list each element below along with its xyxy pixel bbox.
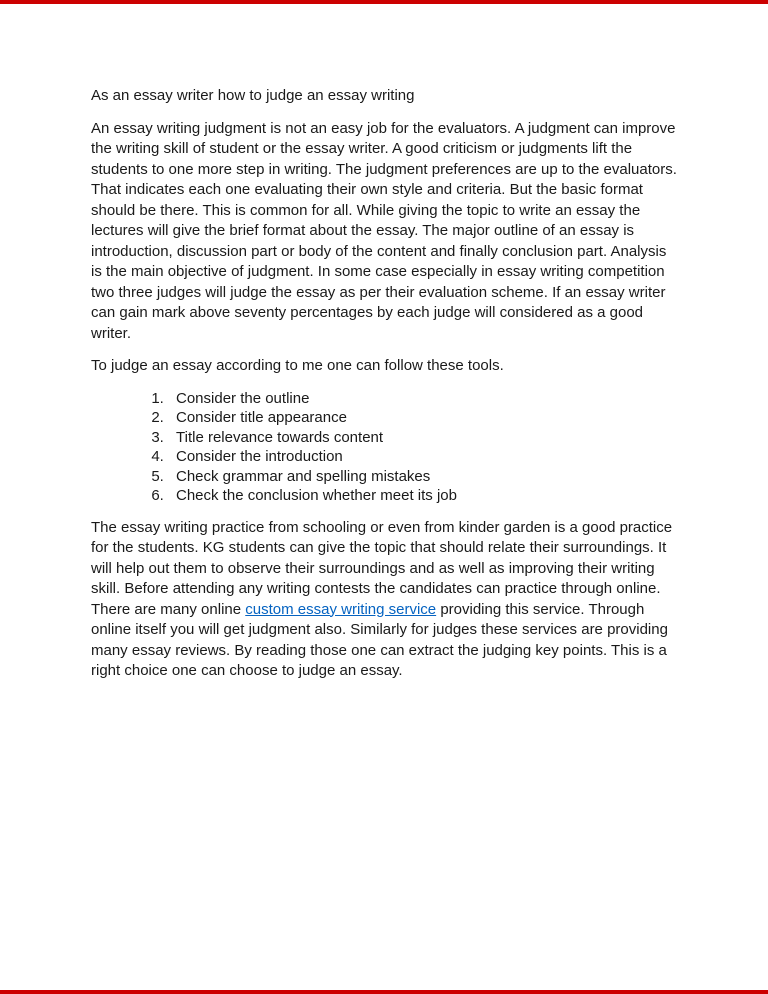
list-item: 5. Check grammar and spelling mistakes	[168, 467, 677, 487]
list-item: 6. Check the conclusion whether meet its job	[168, 486, 677, 506]
list-item: 3. Title relevance towards content	[168, 428, 677, 448]
intro-paragraph: An essay writing judgment is not an easy job for the evaluators. A judgment can improve the writing skill of student or the essay writer. A good criticism or judgments lift the students to one more step in writing. The judgment preferences are up to the evaluators. That indicates each one evaluating their own style and criteria. But the basic format should be there. This is common for all. While giving the topic to write an essay the lectures will give the brief format about the essay. The major outline of an essay is introduction, discussion part or body of the content and finally conclusion part. Analysis is the main objective of judgment. In some case especially in essay writing competition two three judges will judge the essay as per their evaluation scheme. If an essay writer can gain mark above seventy percentages by each judge will considered as a good writer.	[91, 119, 677, 342]
closing-paragraph	[91, 518, 677, 682]
list-item: 4. Consider the introduction	[168, 447, 677, 467]
document-title: As an essay writer how to judge an essay writing	[91, 87, 415, 104]
closing-text-before-link: The essay writing practice from schooling or even from kinder garden is a good practice for the students. KG students can give the topic that should relate their surroundings. It will help out them to observe their surroundings and as well as improving their writing skill. Before attending any writing contests the candidates can practice through online. There are many online	[91, 518, 673, 618]
bottom-border	[0, 990, 768, 994]
top-border	[0, 0, 768, 4]
tools-list	[91, 389, 677, 506]
tools-intro: To judge an essay according to me one can follow these tools.	[91, 357, 504, 374]
closing-text-after-link: providing this service. Through online itself you will get judgment also. Similarly for judges these services are providing many essay reviews. By reading those one can extract the judging key points. This is a right choice one can choose to judge an essay.	[91, 600, 668, 679]
document-content	[91, 86, 677, 694]
list-item: 2. Consider title appearance	[168, 408, 677, 428]
list-item: 1. Consider the outline	[168, 389, 677, 409]
custom-essay-writing-service-link[interactable]: custom essay writing service	[245, 600, 437, 618]
